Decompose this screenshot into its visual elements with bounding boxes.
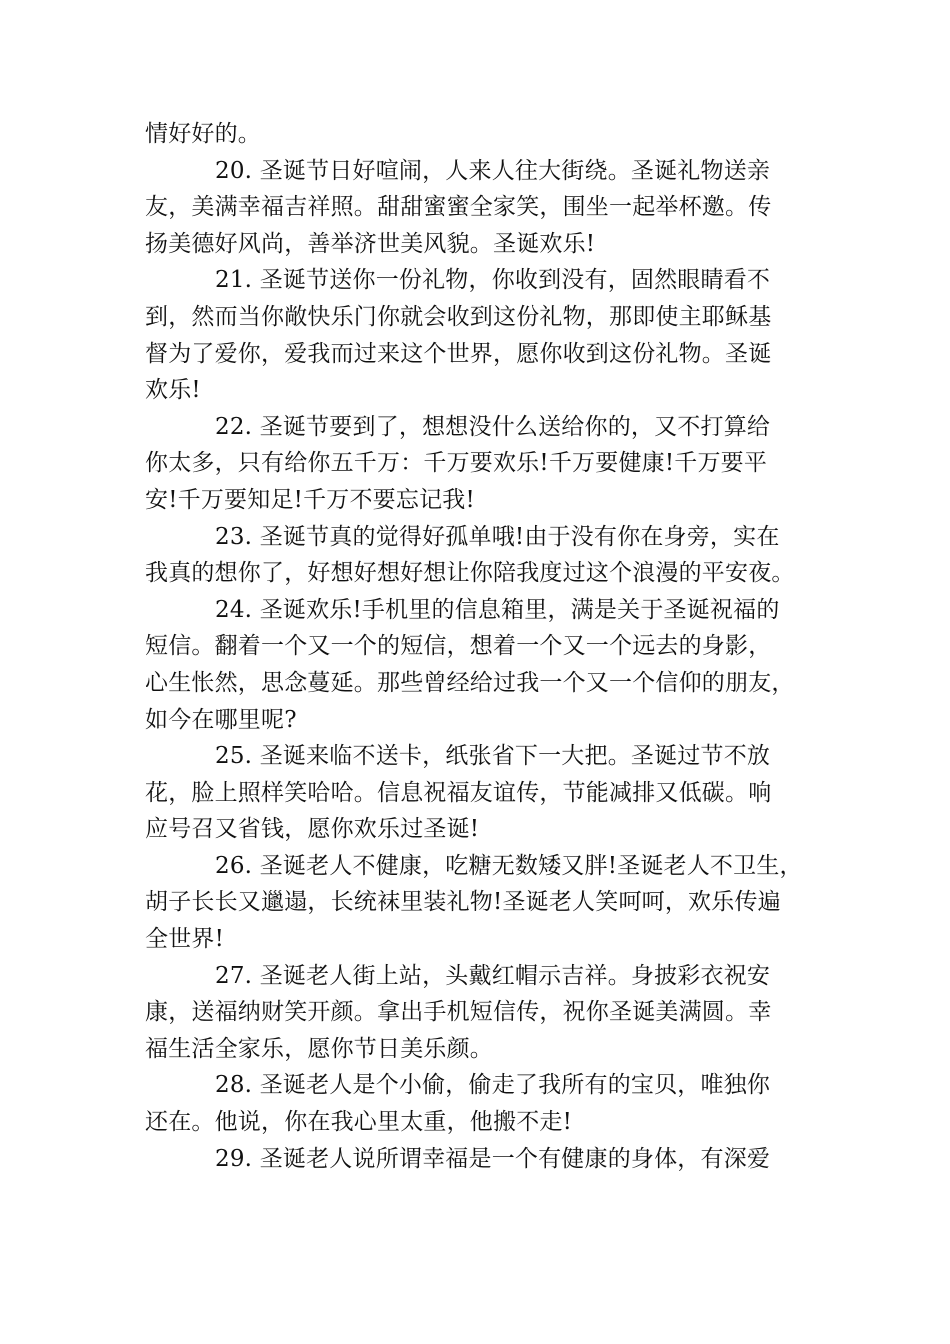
- text-line: 花，脸上照样笑哈哈。信息祝福友谊传，节能减排又低碳。响: [145, 779, 772, 806]
- text-line: 25. 圣诞来临不送卡，纸张省下一大把。圣诞过节不放: [215, 743, 771, 770]
- text-line: 督为了爱你，爱我而过来这个世界，愿你收到这份礼物。圣诞: [145, 340, 772, 367]
- text-line: 21. 圣诞节送你一份礼物，你收到没有，固然眼睛看不: [215, 267, 771, 294]
- text-line: 26. 圣诞老人不健康，吃糖无数矮又胖!圣诞老人不卫生，: [215, 852, 803, 879]
- text-line: 28. 圣诞老人是个小偷，偷走了我所有的宝贝，唯独你: [215, 1072, 771, 1099]
- text-line: 扬美德好风尚，善举济世美风貌。圣诞欢乐!: [145, 230, 596, 257]
- text-line: 20. 圣诞节日好喧闹，人来人往大街绕。圣诞礼物送亲: [215, 157, 771, 184]
- text-line: 康，送福纳财笑开颜。拿出手机短信传，祝你圣诞美满圆。幸: [145, 999, 772, 1026]
- text-line: 还在。他说，你在我心里太重，他搬不走!: [145, 1109, 573, 1136]
- text-line: 如今在哪里呢?: [145, 706, 297, 733]
- text-line: 到，然而当你敞快乐门你就会收到这份礼物，那即使主耶稣基: [145, 303, 772, 330]
- text-line: 友，美满幸福吉祥照。甜甜蜜蜜全家笑，围坐一起举杯邀。传: [145, 194, 772, 221]
- text-line: 27. 圣诞老人街上站，头戴红帽示吉祥。身披彩衣祝安: [215, 962, 771, 989]
- text-line: 我真的想你了，好想好想好想让你陪我度过这个浪漫的平安夜。: [145, 560, 795, 587]
- text-line: 欢乐!: [145, 377, 201, 404]
- text-line: 23. 圣诞节真的觉得好孤单哦!由于没有你在身旁，实在: [215, 523, 780, 550]
- text-line: 短信。翻着一个又一个的短信，想着一个又一个远去的身影，: [145, 633, 772, 660]
- text-line: 心生怅然，思念蔓延。那些曾经给过我一个又一个信仰的朋友，: [145, 669, 795, 696]
- text-line: 情好好的。: [145, 121, 261, 147]
- text-line: 胡子长长又邋遢，长统袜里装礼物!圣诞老人笑呵呵，欢乐传遍: [145, 889, 781, 916]
- text-line: 24. 圣诞欢乐!手机里的信息箱里，满是关于圣诞祝福的: [215, 596, 780, 623]
- text-line: 福生活全家乐，愿你节日美乐颜。: [145, 1035, 493, 1062]
- text-line: 应号召又省钱，愿你欢乐过圣诞!: [145, 816, 480, 843]
- document-body: [145, 116, 810, 1177]
- text-line: 全世界!: [145, 926, 225, 953]
- text-line: 你太多，只有给你五千万：千万要欢乐!千万要健康!千万要平: [145, 450, 768, 477]
- text-line: 22. 圣诞节要到了，想想没什么送给你的，又不打算给: [215, 413, 771, 440]
- text-line: 29. 圣诞老人说所谓幸福是一个有健康的身体，有深爱: [215, 1145, 771, 1172]
- text-line: 安!千万要知足!千万不要忘记我!: [145, 486, 475, 513]
